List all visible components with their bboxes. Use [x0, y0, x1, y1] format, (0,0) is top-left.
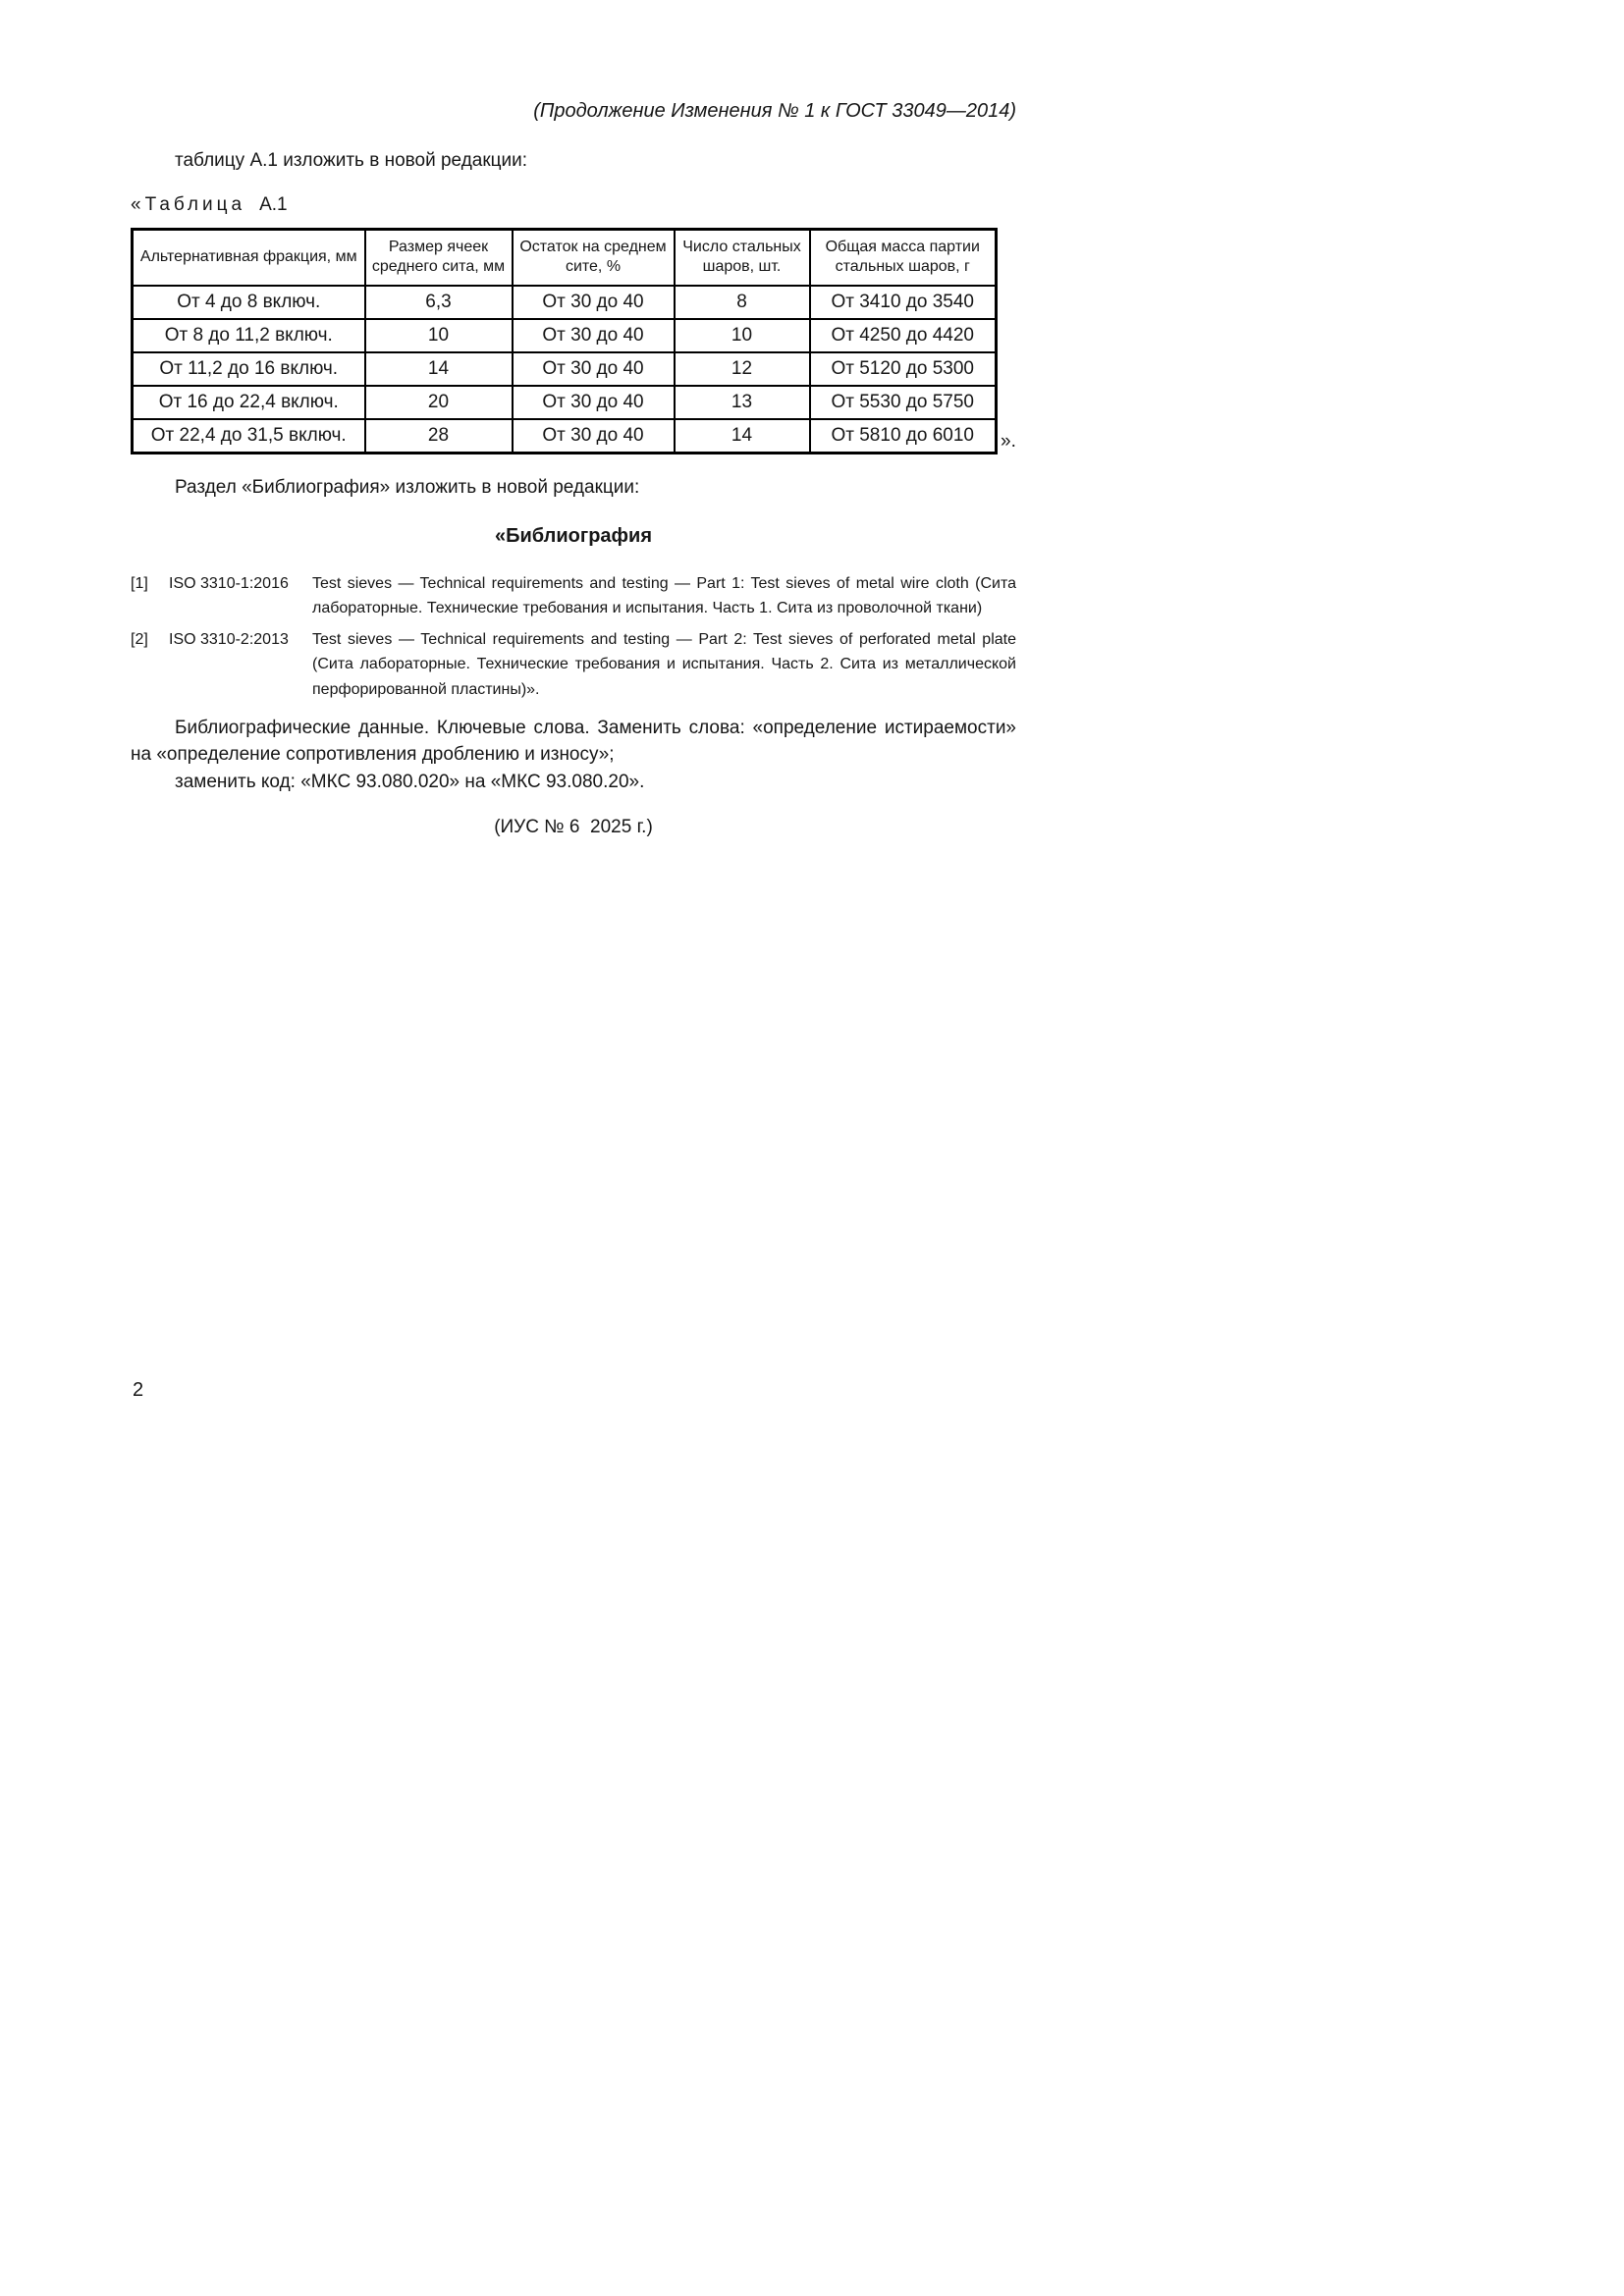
table-row	[133, 419, 997, 454]
table-wrapper	[131, 228, 1016, 455]
table-cell: От 30 до 40	[513, 352, 675, 386]
table-cell: От 22,4 до 31,5 включ.	[133, 419, 365, 454]
bibliography-amendment-intro: Раздел «Библиография» изложить в новой редакции:	[175, 477, 640, 499]
table-cell: 14	[365, 352, 513, 386]
keywords-amendment-para: Библиографические данные. Ключевые слова. Заменить слова: «определение истираемости» на «определение сопротивления дроблению и износу»;	[131, 717, 1016, 766]
table-cell: От 3410 до 3540	[810, 286, 997, 319]
table-row	[133, 319, 997, 352]
table-caption-word: «Таблица	[131, 193, 246, 215]
column-header: Общая масса партии стальных шаров, г	[810, 229, 997, 286]
entry-standard-number: ISO 3310-1:2016	[169, 574, 289, 592]
table-cell: От 8 до 11,2 включ.	[133, 319, 365, 352]
table-cell: От 5810 до 6010	[810, 419, 997, 454]
table-cell: От 5530 до 5750	[810, 386, 997, 419]
table-caption	[131, 194, 1016, 216]
table-cell: От 16 до 22,4 включ.	[133, 386, 365, 419]
bibliography-entry	[131, 571, 1016, 621]
table-row	[133, 286, 997, 319]
table-cell: 28	[365, 419, 513, 454]
entry-text: Test sieves — Technical requirements and testing — Part 1: Test sieves of metal wire cloth (Сита лабораторные. Технические требования и испытания. Часть 1. Сита из проволочной ткани)	[312, 574, 1016, 617]
bibliography-entry	[131, 627, 1016, 703]
edition-continuation-note: (Продолжение Изменения № 1 к ГОСТ 33049—2014)	[533, 100, 1016, 122]
table-cell: 14	[675, 419, 810, 454]
table-cell: 8	[675, 286, 810, 319]
table-body	[133, 286, 997, 454]
table-row	[133, 386, 997, 419]
entry-ref-number: [2]	[131, 630, 148, 648]
table-row	[133, 352, 997, 386]
table-cell: 20	[365, 386, 513, 419]
table-cell: От 5120 до 5300	[810, 352, 997, 386]
column-header: Размер ячеек среднего сита, мм	[365, 229, 513, 286]
column-header: Число стальных шаров, шт.	[675, 229, 810, 286]
mks-code-amendment-para: заменить код: «МКС 93.080.020» на «МКС 93.080.20».	[175, 771, 645, 792]
table-cell: От 30 до 40	[513, 386, 675, 419]
table-cell: От 30 до 40	[513, 286, 675, 319]
table-cell: От 4250 до 4420	[810, 319, 997, 352]
table-cell: 6,3	[365, 286, 513, 319]
page-number: 2	[133, 1379, 144, 1401]
column-header: Альтернативная фракция, мм	[133, 229, 365, 286]
table-header-row	[133, 229, 997, 286]
column-header: Остаток на среднем сите, %	[513, 229, 675, 286]
closing-quote-mark: ».	[1001, 431, 1016, 453]
bibliography-list	[131, 571, 1016, 703]
table-cell: 12	[675, 352, 810, 386]
table-cell: 10	[675, 319, 810, 352]
table-caption-number: А.1	[259, 193, 288, 215]
table-amendment-intro: таблицу А.1 изложить в новой редакции:	[175, 150, 528, 171]
table-cell: От 30 до 40	[513, 319, 675, 352]
bibliography-title: «Библиография	[495, 524, 652, 547]
table-cell: От 4 до 8 включ.	[133, 286, 365, 319]
table-cell: От 11,2 до 16 включ.	[133, 352, 365, 386]
table-cell: 10	[365, 319, 513, 352]
table-cell: 13	[675, 386, 810, 419]
ius-issue-note: (ИУС № 6 2025 г.)	[494, 817, 653, 838]
table-cell: От 30 до 40	[513, 419, 675, 454]
fraction-parameters-table	[131, 228, 998, 455]
entry-standard-number: ISO 3310-2:2013	[169, 630, 289, 648]
page-content	[131, 0, 1016, 838]
entry-ref-number: [1]	[131, 574, 148, 592]
entry-text: Test sieves — Technical requirements and testing — Part 2: Test sieves of perforated metal plate (Сита лабораторные. Технические требования и испытания. Часть 2. Сита из металлической перфорированной пластины)».	[312, 630, 1016, 699]
